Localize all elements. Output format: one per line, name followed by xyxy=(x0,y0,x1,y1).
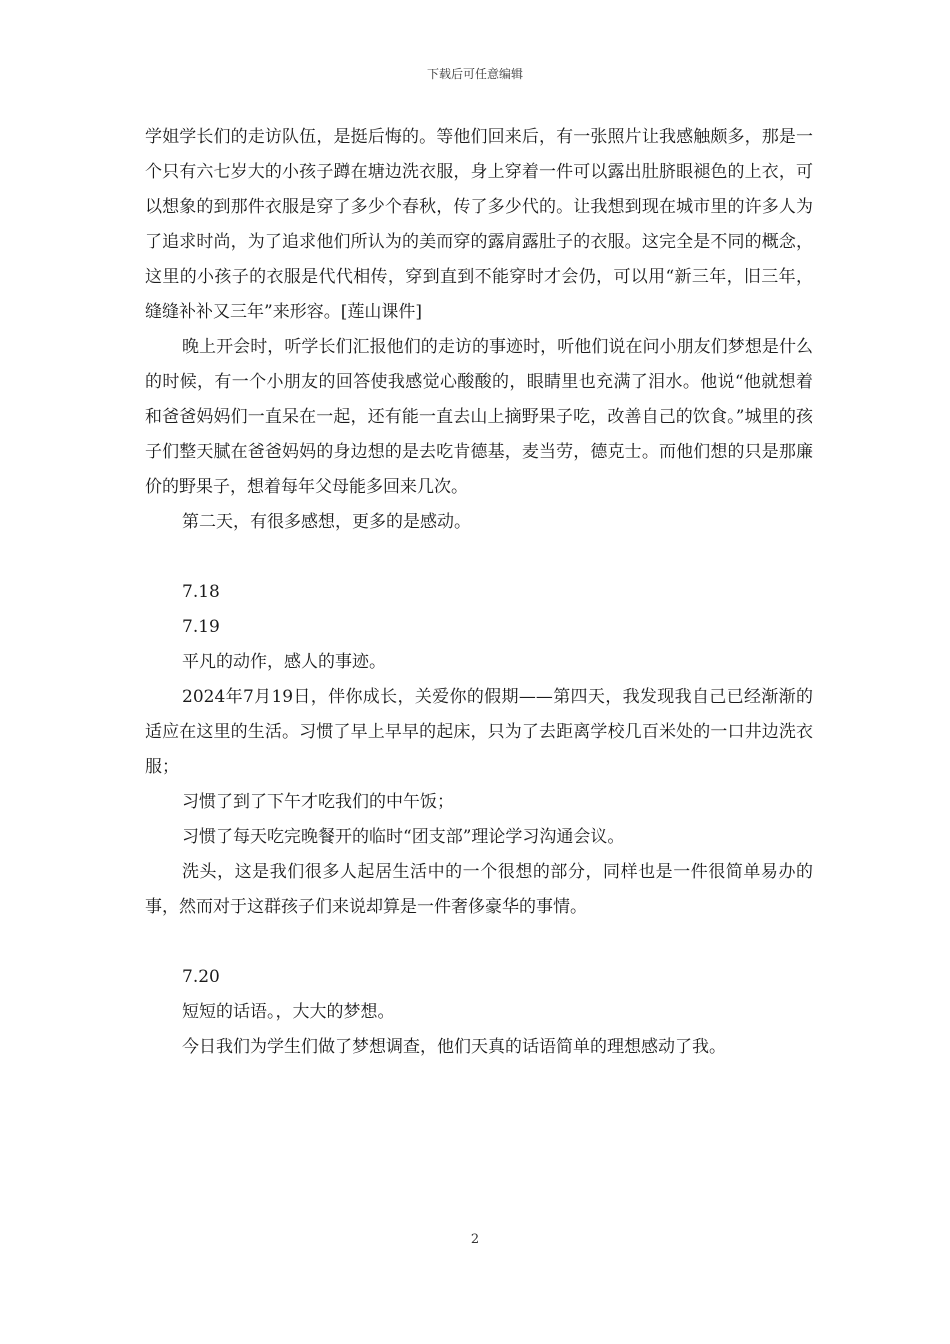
document-body xyxy=(145,120,813,1065)
page-header xyxy=(0,66,950,82)
paragraph-habit-meeting: 习惯了每天吃完晚餐开的临时“团支部”理论学习沟通会议。 xyxy=(182,827,625,847)
blank-line xyxy=(145,925,813,960)
date-heading-718: 7.18 xyxy=(182,582,220,602)
paragraph-habit-lunch: 习惯了到了下午才吃我们的中午饭； xyxy=(182,792,454,812)
paragraph-day-four: 2024年7月19日，伴你成长，关爱你的假期——第四天，我发现我自己已经渐渐的适应在这里的生活。习惯了早上早早的起床，只为了去距离学校几百米处的一口井边洗衣服； xyxy=(145,687,813,777)
date-heading-720: 7.20 xyxy=(182,967,220,987)
page-number-text: 2 xyxy=(470,1232,480,1247)
paragraph-second-day: 第二天，有很多感想，更多的是感动。 xyxy=(182,512,471,532)
section-subtitle-720: 短短的话语。，大大的梦想。 xyxy=(182,1002,395,1022)
header-text: 下载后可任意编辑 xyxy=(426,67,523,81)
paragraph-dream-survey: 今日我们为学生们做了梦想调查，他们天真的话语简单的理想感动了我。 xyxy=(182,1037,726,1057)
blank-line xyxy=(145,540,813,575)
date-heading-719: 7.19 xyxy=(182,617,220,637)
page-number xyxy=(0,1232,950,1248)
paragraph-evening-meeting: 晚上开会时，听学长们汇报他们的走访的事迹时，听他们说在问小朋友们梦想是什么的时候，有一个小朋友的回答使我感觉心酸酸的，眼睛里也充满了泪水。他说“他就想着和爸爸妈妈们一直呆在一起，还有能一直去山上摘野果子吃，改善自己的饮食。”城里的孩子们整天腻在爸爸妈妈的身边想的是去吃肯德基，麦当劳，德克士。而他们想的只是那廉价的野果子，想着每年父母能多回来几次。 xyxy=(145,337,813,497)
paragraph-washing-hair: 洗头，这是我们很多人起居生活中的一个很想的部分，同样也是一件很简单易办的事，然而对于这群孩子们来说却算是一件奢侈豪华的事情。 xyxy=(145,862,813,917)
paragraph-continuation: 学姐学长们的走访队伍，是挺后悔的。等他们回来后，有一张照片让我感触颇多，那是一个只有六七岁大的小孩子蹲在塘边洗衣服，身上穿着一件可以露出肚脐眼褪色的上衣，可以想象的到那件衣服是穿了多少个春秋，传了多少代的。让我想到现在城市里的许多人为了追求时尚，为了追求他们所认为的美而穿的露肩露肚子的衣服。这完全是不同的概念，这里的小孩子的衣服是代代相传，穿到直到不能穿时才会仍，可以用“新三年，旧三年，缝缝补补又三年”来形容。[莲山课件] xyxy=(145,127,813,322)
section-subtitle-719: 平凡的动作，感人的事迹。 xyxy=(182,652,386,672)
